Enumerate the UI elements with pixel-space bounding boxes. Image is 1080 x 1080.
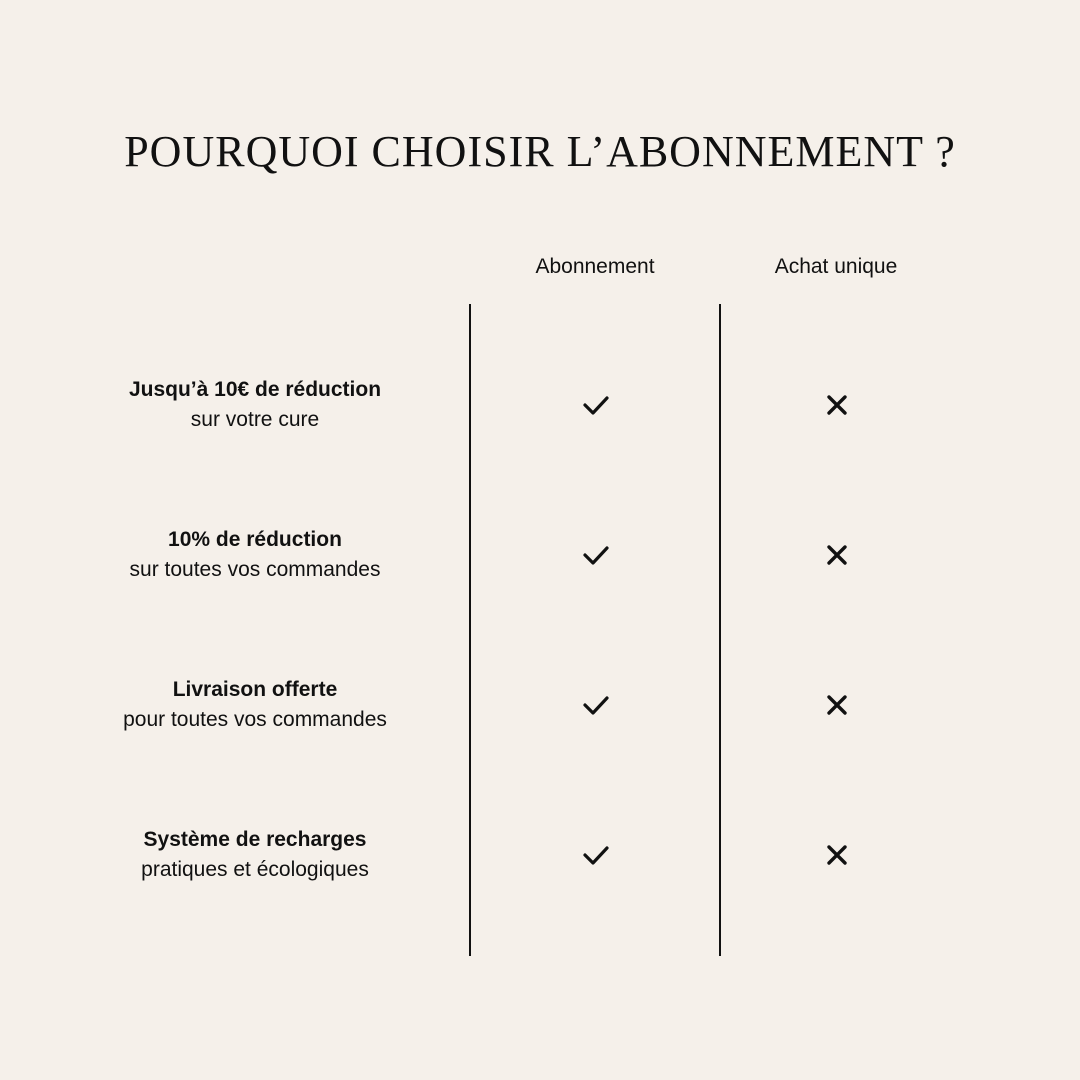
comparison-row	[0, 525, 1080, 605]
feature-title: Système de recharges	[143, 828, 367, 851]
feature-cell	[60, 525, 450, 585]
feature-cell	[60, 375, 450, 435]
page-title: POURQUOI CHOISIR L’ABONNEMENT ?	[124, 127, 956, 176]
feature-cell	[60, 675, 450, 735]
check-icon	[576, 685, 616, 725]
feature-title: 10% de réduction	[168, 528, 342, 551]
feature-cell	[60, 825, 450, 885]
feature-subtitle: pour toutes vos commandes	[123, 708, 387, 731]
feature-title: Jusqu’à 10€ de réduction	[128, 378, 382, 401]
check-icon	[576, 835, 616, 875]
cross-icon	[817, 385, 857, 425]
comparison-row	[0, 825, 1080, 905]
check-icon	[576, 385, 616, 425]
column-header-single-purchase: Achat unique	[774, 255, 898, 278]
feature-title: Livraison offerte	[172, 678, 338, 701]
feature-subtitle: pratiques et écologiques	[141, 858, 369, 881]
comparison-row	[0, 675, 1080, 755]
cross-icon	[817, 685, 857, 725]
comparison-row	[0, 375, 1080, 455]
feature-subtitle: sur toutes vos commandes	[129, 558, 381, 581]
feature-subtitle: sur votre cure	[190, 408, 320, 431]
cross-icon	[817, 835, 857, 875]
cross-icon	[817, 535, 857, 575]
check-icon	[576, 535, 616, 575]
column-header-subscription: Abonnement	[535, 255, 655, 278]
